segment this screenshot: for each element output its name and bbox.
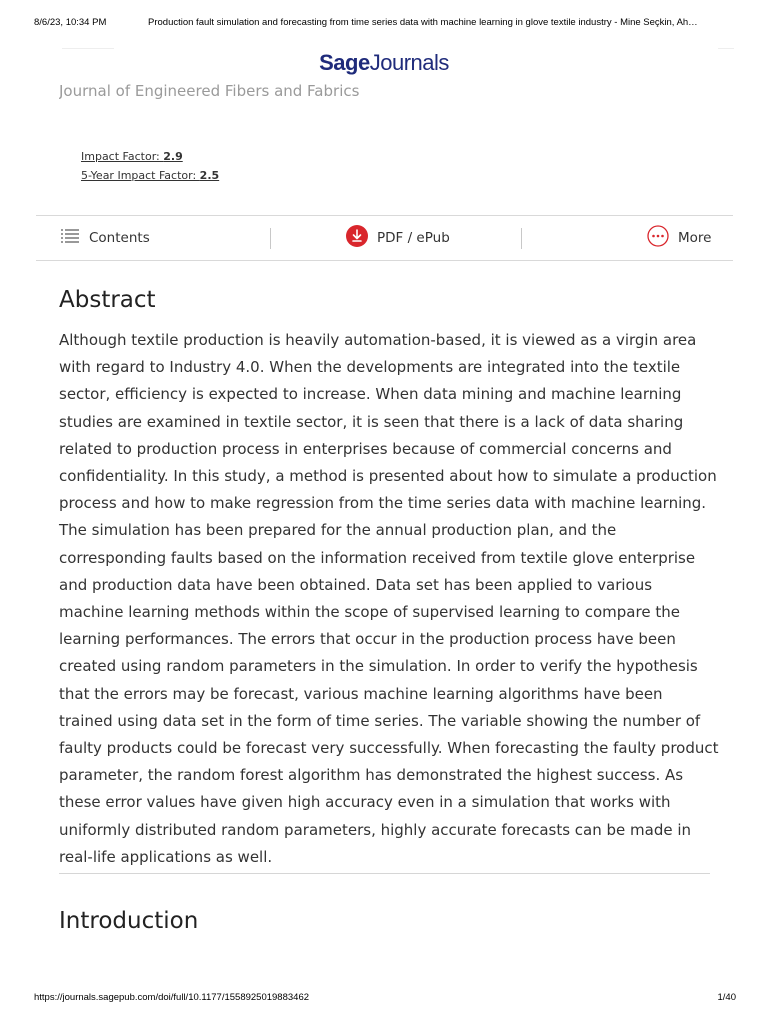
print-header <box>0 0 768 30</box>
pdf-epub-label: PDF / ePub <box>377 230 450 246</box>
introduction-heading: Introduction <box>59 908 199 934</box>
download-icon <box>346 225 368 251</box>
impact-factor-link[interactable] <box>81 150 183 163</box>
pdf-epub-button[interactable] <box>346 216 450 260</box>
logo-sage: Sage <box>319 50 370 75</box>
contents-button[interactable] <box>60 216 150 260</box>
impact-factor-label: Impact Factor: <box>81 150 164 163</box>
print-url: https://journals.sagepub.com/doi/full/10.1177/1558925019883462 <box>34 992 310 1003</box>
more-button[interactable] <box>647 216 711 260</box>
sage-journals-logo[interactable] <box>0 50 768 76</box>
print-datetime: 8/6/23, 10:34 PM <box>34 17 107 28</box>
more-dots-icon <box>647 225 669 251</box>
five-year-impact-factor-label: 5-Year Impact Factor: <box>81 169 200 182</box>
abstract-heading: Abstract <box>59 287 156 313</box>
list-icon <box>60 228 80 248</box>
header-divider-right <box>718 48 734 49</box>
print-page-number: 1/40 <box>717 992 736 1003</box>
toolbar-separator <box>270 228 271 249</box>
article-toolbar <box>36 215 733 261</box>
more-label: More <box>678 230 712 246</box>
five-year-impact-factor-link[interactable] <box>81 169 219 182</box>
section-divider <box>59 873 710 874</box>
impact-factor-value: 2.9 <box>163 150 183 163</box>
header-divider-left <box>62 48 114 49</box>
toolbar-separator <box>521 228 522 249</box>
journal-name[interactable]: Journal of Engineered Fibers and Fabrics <box>59 82 360 100</box>
abstract-text: Although textile production is heavily automation-based, it is viewed as a virgin area with regard to Industry 4.0. When the developments are integrated into the textile sector, efficiency is expected to increase. When data mining and machine learning studies are examined in textile sector, it is seen that there is a lack of data sharing related to production process in enterprises because of commercial concerns and confidentiality. In this study, a method is presented about how to simulate a production process and how to make regression from the time series data with machine learning. The simulation has been prepared for the annual production plan, and the corresponding faults based on the information received from textile glove enterprise and production data have been obtained. Data set has been applied to various machine learning methods within the scope of supervised learning to compare the learning performances. The errors that occur in the production process have been created using random parameters in the simulation. In order to verify the hypothesis that the errors may be forecast, various machine learning algorithms have been trained using data set in the form of time series. The variable showing the number of faulty products could be forecast very successfully. When forecasting the faulty product parameter, the random forest algorithm has demonstrated the highest success. As these error values have given high accuracy even in a simulation that works with uniformly distributed random parameters, highly accurate forecasts can be made in real-life applications as well. <box>59 331 719 866</box>
logo-journals: Journals <box>369 50 449 75</box>
five-year-impact-factor-value: 2.5 <box>199 169 220 182</box>
contents-label: Contents <box>89 230 150 246</box>
print-page-title: Production fault simulation and forecasting from time series data with machine learning in glove textile industry - Mine Seçkin, Ah… <box>148 17 698 28</box>
